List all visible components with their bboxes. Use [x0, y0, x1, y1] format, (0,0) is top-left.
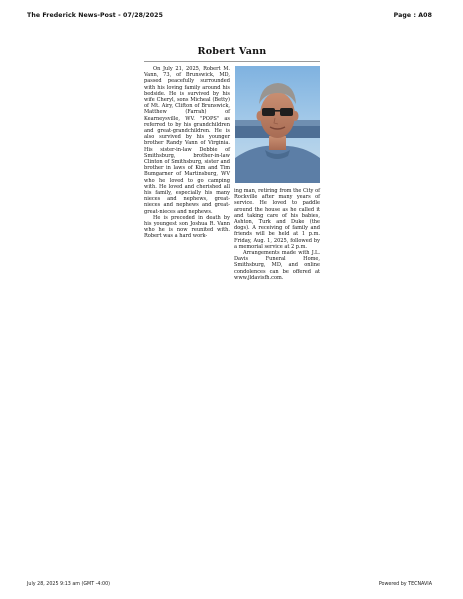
- obituary-name: Robert Vann: [197, 46, 267, 57]
- obituary-paragraph: On July 21, 2025, Robert M. Vann, 73, of Brunswick, MD, passed peacefully surrounded with his loving family around his bedside. He is survived by his wife Cheryl, sons Micheal (Betty) of Mt. Airy, Clifton of Brunswick, Matthew (Farrah) of Kearneysville, WV. "POPS" as referred to by his grandchildren and great-grandchildren. He is also survived by his younger brother Randy Vann of Virginia. His sister-in-law Debbie of Smithsburg, brother-in-law Clinton of Smithsburg, sister and brother in laws of Kim and Tim Bumgarner of Martinsburg, WV who he loved to go camping with. He loved and cherished all his family, especially his many nieces and nephews, great-nieces and nephews and great-great-nieces and nephews.: [144, 66, 230, 215]
- obituary-paragraph: He is preceded in death by his youngest son Joshua R. Vann who he is now reunited with. Robert was a hard work-: [144, 214, 230, 240]
- publication-title: The Frederick News-Post - 07/28/2025: [27, 12, 163, 19]
- portrait-photo: [235, 66, 320, 183]
- obituary-paragraph: Arrangements made with J.L. Davis Funeral Home, Smithsburg, MD, and online condolences can be offered at www.jldavisfh.com.: [234, 250, 320, 281]
- obituary-paragraph: ing man, retiring from the City of Rockville after many years of service. He loved to paddle around the house as he called it and taking care of his babies, Ashton, Turk and Duke (the dogs). A receiving of family and friends will be held at 1 p.m. Friday, Aug. 1, 2025, followed by a memorial service at 2 p.m.: [234, 188, 320, 250]
- vendor-credit: Powered by TECNAVIA: [378, 582, 432, 587]
- title-divider: [144, 61, 320, 62]
- obituary-article: [144, 46, 320, 281]
- obituary-column-right: [234, 188, 320, 281]
- print-timestamp: July 28, 2025 9:13 am (GMT -4:00): [27, 582, 111, 587]
- obituary-column-left: [144, 66, 230, 240]
- page-number: Page : A08: [393, 12, 432, 19]
